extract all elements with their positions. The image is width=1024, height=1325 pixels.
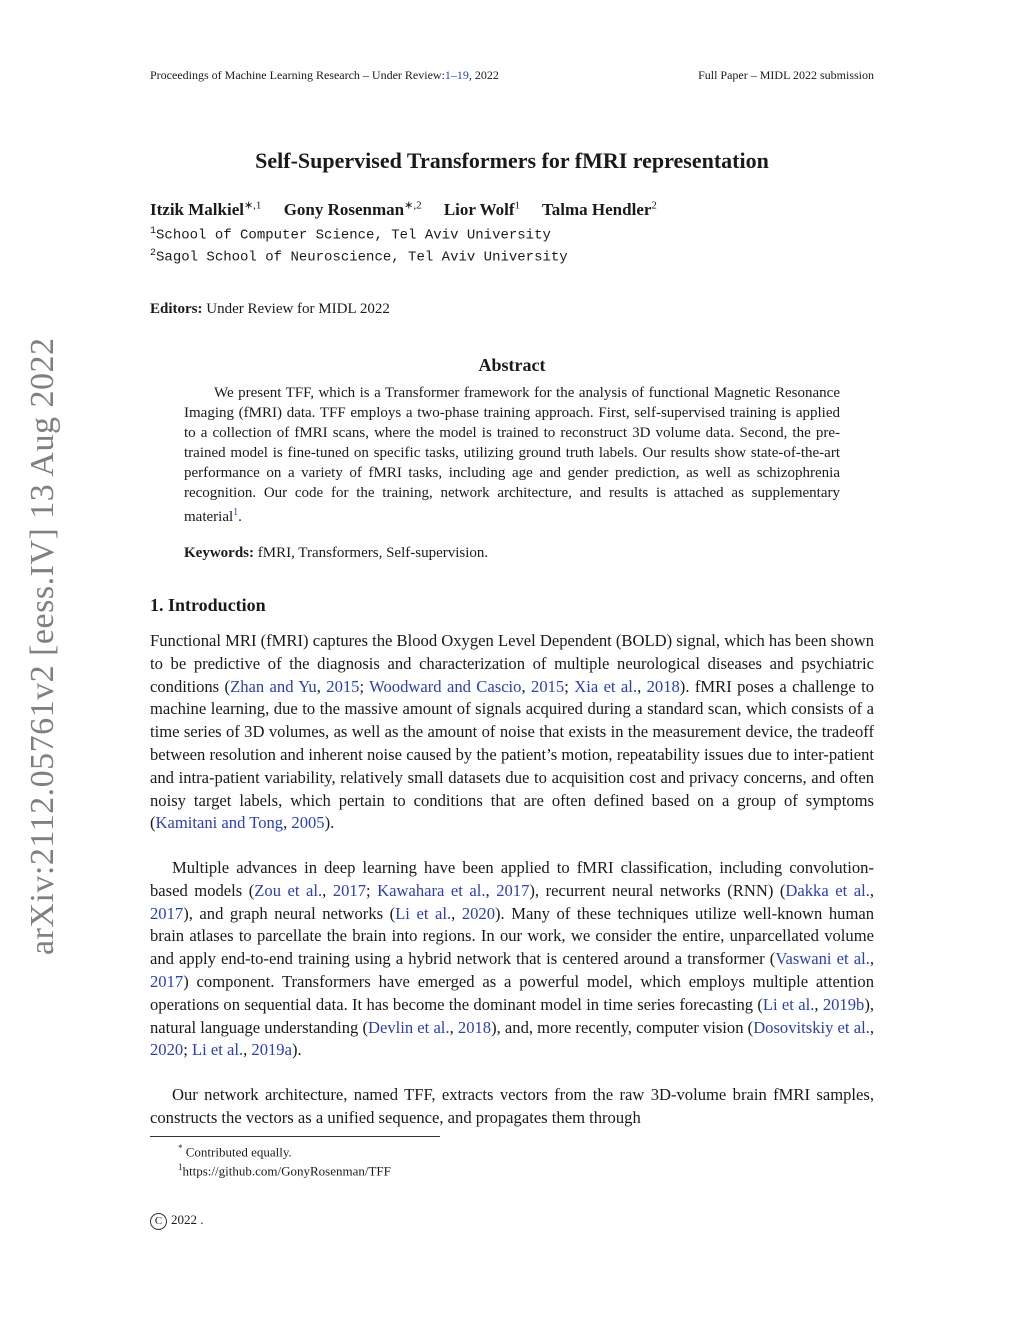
paragraph-text: ,: [449, 1017, 458, 1037]
paragraph-text: ,: [283, 813, 292, 833]
copyright-icon: C: [150, 1213, 167, 1230]
affiliation: $^1$School of Computer Science, Tel Aviv University: [150, 226, 551, 244]
citation-link[interactable]: 2018: [646, 676, 680, 696]
page-range-link[interactable]: 1–19: [444, 68, 469, 82]
citation-link[interactable]: 2020: [461, 903, 496, 923]
citation-link[interactable]: Li et al.: [191, 1040, 244, 1060]
running-header-left: [150, 68, 499, 83]
copyright-line: C 2022 .: [150, 1212, 204, 1230]
proceedings-text: Proceedings of Machine Learning Research – Under Review:: [150, 68, 445, 82]
paragraph-text: ). Many of these techniques utilize well-known human brain atlases to parcellate the brain into regions. In our work, we consider the entire, unparcellated volume and apply end-to-end training using a hybrid network that is centered around a transformer (: [150, 903, 875, 969]
paragraph-text: ), natural language understanding (: [150, 994, 874, 1037]
paper-title: Self-Supervised Transformers for fMRI representation: [255, 148, 769, 173]
abstract-body: We present TFF, which is a Transformer framework for the analysis of functional Magnetic Resonance Imaging (fMRI) data. TFF employs a two-phase training approach. First, self-supervised training is applied to a collection of fMRI scans, where the model is trained to reconstruct 3D volume data. Second, the pre-trained model is fine-tuned on specific tasks, utilizing ground truth labels. Our results show state-of-the-art performance on a variety of fMRI tasks, including age and gender prediction, as well as schizophrenia recognition. Our code for the training, network architecture, and results is attached as supplementary material$^1$.: [184, 385, 840, 525]
paragraph-text: Multiple advances in deep learning have been applied to fMRI classification, including convolution-based models (: [150, 858, 874, 900]
affiliation: $^2$Sagol School of Neuroscience, Tel Aviv University: [150, 248, 568, 266]
paragraph-text: ;: [183, 1040, 192, 1060]
editors-line: Editors: Under Review for MIDL 2022: [150, 301, 390, 317]
paragraph-text: ) component. Transformers have emerged as a powerful model, which employs multiple attention operations on sequential data. It has become the dominant model in time series forecasting (: [150, 971, 874, 1014]
citation-link[interactable]: Kamitani and Tong: [155, 813, 284, 833]
paragraph-text: ,: [869, 880, 874, 900]
footnote: * Contributed equally.: [178, 1143, 292, 1160]
citation-link[interactable]: 2017: [496, 880, 530, 900]
citation-link[interactable]: 2018: [457, 1017, 492, 1037]
citation-link[interactable]: 2020: [150, 1040, 184, 1060]
intro-paragraph: [150, 630, 874, 835]
citation-link[interactable]: Devlin et al.: [367, 1017, 450, 1037]
paragraph-text: ,: [316, 676, 327, 696]
paragraph-text: ).: [291, 1040, 302, 1060]
citation-link[interactable]: 2015: [326, 676, 360, 696]
citation-link[interactable]: 2017: [150, 903, 184, 923]
author: Talma Hendler$^2$: [542, 199, 657, 219]
paragraph-text: ,: [869, 1017, 874, 1037]
paragraph-text: ), and, more recently, computer vision (: [491, 1017, 754, 1037]
footnote-rule: [150, 1136, 440, 1137]
keywords-line: Keywords: fMRI, Transformers, Self-supervision.: [184, 545, 489, 561]
paragraph-text: ,: [869, 949, 874, 969]
author: Itzik Malkiel$^{∗,1}$: [150, 199, 262, 219]
author-list: [150, 198, 675, 220]
citation-link[interactable]: Dakka et al.: [785, 880, 870, 900]
paragraph-text: ,: [814, 994, 823, 1014]
arxiv-stamp: arXiv:2112.05761v2 [eess.IV] 13 Aug 2022: [24, 337, 61, 955]
citation-link[interactable]: 2017: [150, 971, 184, 991]
paragraph-text: ;: [359, 676, 370, 696]
citation-link[interactable]: Li et al.: [762, 994, 815, 1014]
paragraph-text: ,: [451, 903, 462, 923]
header-year: , 2022: [468, 68, 499, 82]
author: Gony Rosenman$^{∗,2}$: [283, 199, 422, 219]
author: Lior Wolf$^1$: [443, 199, 521, 219]
paragraph-text: ).: [324, 813, 335, 833]
citation-link[interactable]: 2015: [531, 676, 565, 696]
citation-link[interactable]: Zou et al.: [254, 880, 323, 900]
paragraph-text: Our network architecture, named TFF, extracts vectors from the raw 3D-volume brain fMRI samples, constructs the vectors as a unified sequence, and propagates them through: [150, 1085, 874, 1127]
citation-link[interactable]: Li et al.: [395, 903, 452, 923]
footnote-link[interactable]: 1: [233, 507, 239, 518]
citation-link[interactable]: Xia et al.: [574, 676, 638, 696]
intro-paragraph: [150, 1084, 874, 1130]
citation-link[interactable]: 2019a: [251, 1040, 292, 1060]
citation-link[interactable]: Zhan and Yu: [230, 676, 317, 696]
section-heading: 1. Introduction: [150, 595, 266, 615]
citation-link[interactable]: 2019b: [822, 994, 865, 1014]
paragraph-text: ,: [322, 880, 333, 900]
citation-link[interactable]: 2005: [291, 813, 325, 833]
citation-link[interactable]: Woodward and Cascio: [369, 676, 522, 696]
intro-paragraph: [150, 857, 874, 1062]
abstract-heading: Abstract: [478, 355, 546, 375]
paragraph-text: ), and graph neural networks (: [183, 903, 396, 923]
citation-link[interactable]: Vaswani et al.: [775, 949, 870, 969]
paragraph-text: ,: [521, 676, 532, 696]
paragraph-text: ,: [243, 1040, 252, 1060]
running-header-right: Full Paper – MIDL 2022 submission: [698, 68, 874, 82]
paragraph-text: ), recurrent neural networks (RNN) (: [529, 880, 786, 900]
citation-link[interactable]: Dosovitskiy et al.: [753, 1017, 870, 1037]
paragraph-text: ). fMRI poses a challenge to machine learning, due to the massive amount of signals acquired during a standard scan, which consists of a time series of 3D volumes, as well as the amount of noise that exists in the measurement device, the tradeoff between resolution and inherent noise caused by the patient’s motion, repeatability issues due to inter-patient and intra-patient variability, relatively small datasets due to acquisition cost and privacy concerns, and often noisy target labels, which pertain to conditions that are often defined based on a group of symptoms (: [150, 676, 875, 833]
paragraph-text: ,: [485, 880, 497, 900]
footnote: $^1$https://github.com/GonyRosenman/TFF: [178, 1162, 391, 1179]
citation-link[interactable]: Kawahara et al.: [377, 880, 486, 900]
citation-link[interactable]: 2017: [332, 880, 366, 900]
paragraph-text: ,: [637, 676, 647, 696]
paragraph-text: Functional MRI (fMRI) captures the Blood Oxygen Level Dependent (BOLD) signal, which has been shown to be predictive of the diagnosis and characterization of multiple neurological diseases and psychiatric conditions (: [150, 631, 874, 696]
paragraph-text: ;: [366, 880, 378, 900]
paragraph-text: ;: [564, 676, 575, 696]
